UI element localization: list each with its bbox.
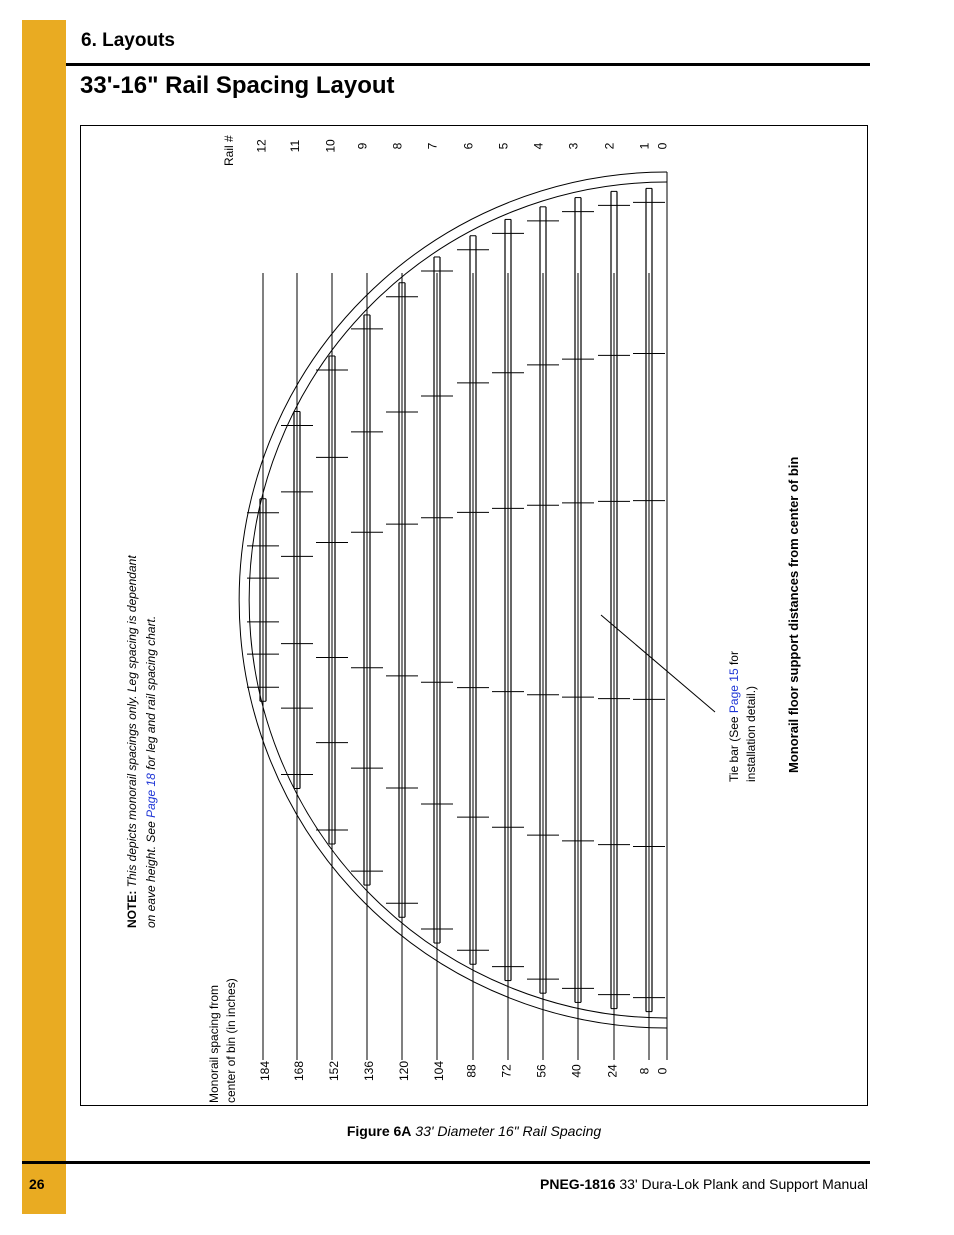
note-line1: This depicts monorail spacings only. Leg spacing is dependant xyxy=(125,555,139,891)
rail-number-5: 5 xyxy=(496,142,511,150)
rail-distance-6: 88 xyxy=(464,1064,479,1078)
rail-number-1: 1 xyxy=(637,142,652,150)
bin-inner-wall xyxy=(249,182,667,1018)
note-page-link[interactable]: Page 18 xyxy=(144,773,158,818)
tiebar-before: Tie bar (See xyxy=(727,713,741,782)
monorail-label-line2: center of bin (in inches) xyxy=(224,978,238,1103)
rail-number-2: 2 xyxy=(602,142,617,150)
note-line2-before: on eave height. See xyxy=(144,817,158,928)
rail-number-9: 9 xyxy=(355,142,370,150)
footer-document-title xyxy=(540,1176,868,1192)
tiebar-after: for xyxy=(727,651,741,669)
rail-number-8: 8 xyxy=(390,142,405,150)
rail-distance-12: 184 xyxy=(258,1060,273,1082)
bin-outer-wall xyxy=(239,172,667,1028)
page-sidebar-tab xyxy=(22,20,66,1214)
caption-label: Figure 6A xyxy=(346,1123,412,1139)
rail-number-7: 7 xyxy=(425,142,440,150)
header-rule xyxy=(66,63,870,66)
rail-distance-11: 168 xyxy=(292,1060,307,1082)
note-text xyxy=(123,555,161,928)
rail-number-4: 4 xyxy=(531,142,546,150)
monorail-spacing-label xyxy=(206,978,240,1103)
section-title: 6. Layouts xyxy=(81,30,175,51)
page-number: 26 xyxy=(29,1176,45,1192)
rail-distance-2: 24 xyxy=(605,1064,620,1078)
rail-distance-5: 72 xyxy=(499,1064,514,1078)
rail-spacing-diagram xyxy=(80,125,868,1106)
tiebar-line2: installation detail.) xyxy=(744,685,758,782)
document-title: 33' Dura-Lok Plank and Support Manual xyxy=(615,1176,868,1192)
rail-number-11: 11 xyxy=(288,139,303,153)
note-label: NOTE: xyxy=(125,890,139,928)
rail-number-6: 6 xyxy=(461,142,476,150)
rail-number-0: 0 xyxy=(655,142,670,150)
tie-bar-callout xyxy=(726,651,760,782)
rail-number-header: Rail # xyxy=(222,135,236,166)
rail-distance-1: 8 xyxy=(637,1067,652,1075)
rail-distance-4: 56 xyxy=(534,1064,549,1078)
rail-number-12: 12 xyxy=(254,139,269,153)
figure-caption xyxy=(80,1123,868,1139)
rail-number-3: 3 xyxy=(566,142,581,150)
rail-distance-8: 120 xyxy=(397,1060,412,1082)
note-line2-after: for leg and rail spacing chart. xyxy=(144,615,158,774)
tie-bar-callout-leader xyxy=(601,615,715,712)
document-id: PNEG-1816 xyxy=(540,1176,616,1192)
tiebar-page-link[interactable]: Page 15 xyxy=(727,668,741,714)
rail-number-10: 10 xyxy=(323,139,338,153)
page-title: 33'-16" Rail Spacing Layout xyxy=(80,72,395,99)
caption-text: 33' Diameter 16" Rail Spacing xyxy=(411,1123,602,1139)
rail-distance-7: 104 xyxy=(432,1060,447,1082)
rail-distance-10: 152 xyxy=(327,1060,342,1082)
rail-distance-0: 0 xyxy=(655,1067,670,1075)
rail-distance-3: 40 xyxy=(569,1064,584,1078)
support-distance-heading: Monorail floor support distances from center of bin xyxy=(786,456,801,773)
footer-rule xyxy=(22,1161,870,1164)
monorail-label-line1: Monorail spacing from xyxy=(207,984,221,1103)
rail-distance-9: 136 xyxy=(362,1060,377,1082)
